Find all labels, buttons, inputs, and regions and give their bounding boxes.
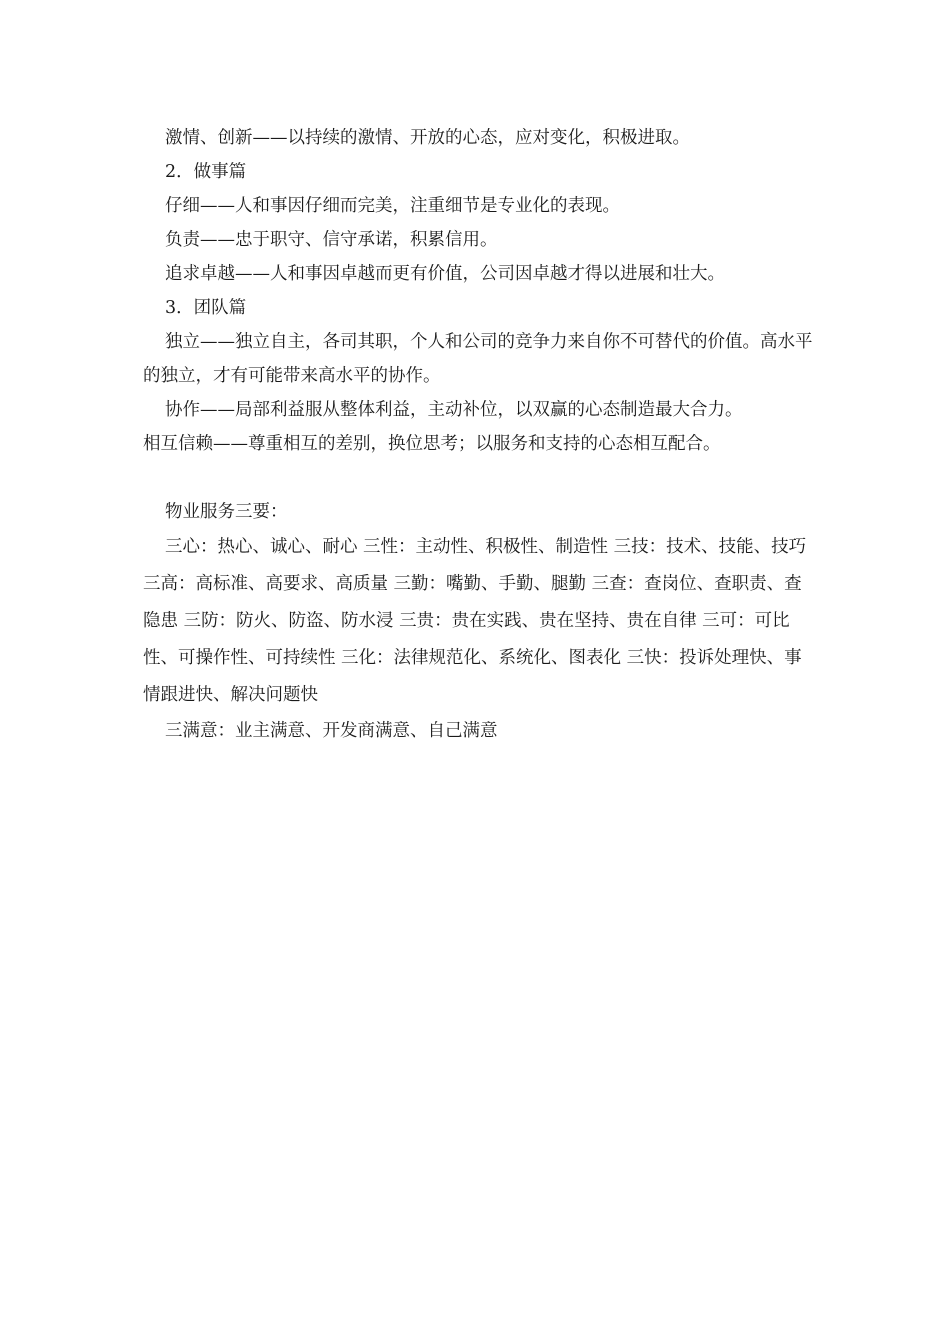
paragraph-satisfaction: 三满意：业主满意、开发商满意、自己满意 [165, 721, 498, 741]
document-body [143, 121, 813, 748]
paragraph-mutual-trust: 相互信赖——尊重相互的差别，换位思考；以服务和支持的心态相互配合。 [143, 434, 721, 454]
blank-line [143, 461, 813, 495]
services-list-paragraph: 三心：热心、诚心、耐心 三性：主动性、积极性、制造性 三技：技术、技能、技巧 三高：高标准、高要求、高质量 三勤：嘴勤、手勤、腿勤 三查：查岗位、查职责、查隐患 三防：防火、防盗、防水浸 三贵：贵在实践、贵在坚持、贵在自律 三可：可比性、可操作性、可持续性 三化：法律规范化、系统化、图表化 三快：投诉处理快、事情跟进快、解决问题快 [143, 537, 807, 705]
paragraph-excellence: 追求卓越——人和事因卓越而更有价值，公司因卓越才得以进展和壮大。 [165, 264, 725, 284]
services-heading: 物业服务三要： [165, 502, 288, 522]
heading-doing-things: 2．做事篇 [165, 162, 247, 182]
paragraph-passion-innovation: 激情、创新——以持续的激情、开放的心态，应对变化，积极进取。 [165, 128, 690, 148]
paragraph-independence: 独立——独立自主，各司其职，个人和公司的竞争力来自你不可替代的价值。高水平的独立，才有可能带来高水平的协作。 [143, 332, 813, 386]
paragraph-responsible: 负责——忠于职守、信守承诺，积累信用。 [165, 230, 498, 250]
paragraph-careful: 仔细——人和事因仔细而完美，注重细节是专业化的表现。 [165, 196, 620, 216]
paragraph-collaboration: 协作——局部利益服从整体利益，主动补位，以双赢的心态制造最大合力。 [165, 400, 743, 420]
heading-team: 3．团队篇 [165, 298, 247, 318]
